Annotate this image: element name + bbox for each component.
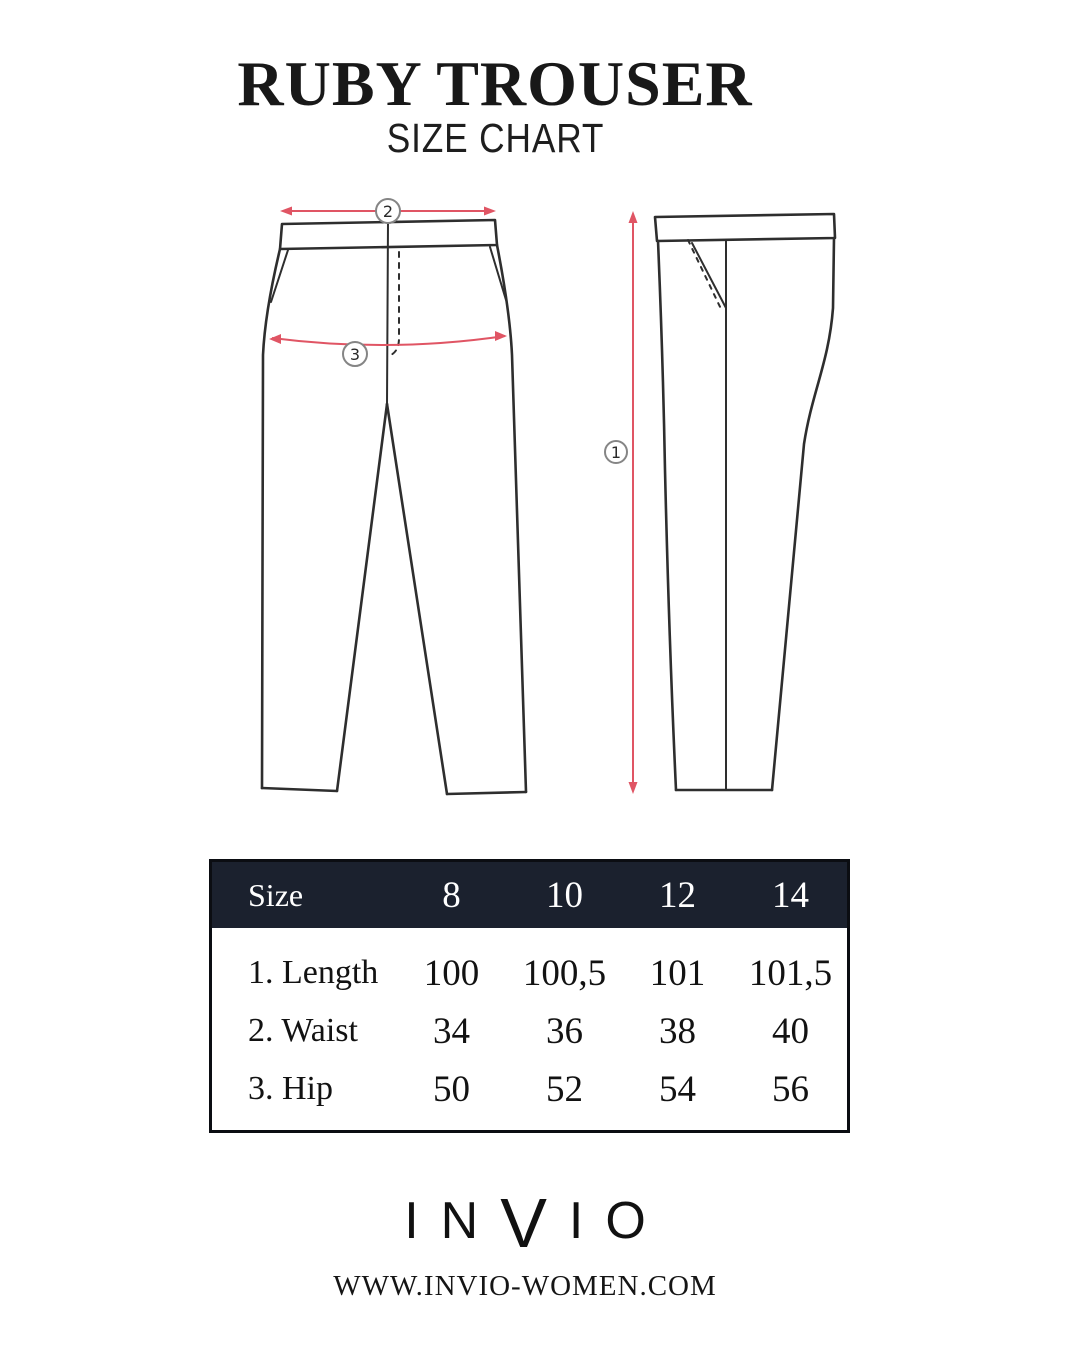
size-column-14: 14 — [772, 874, 809, 916]
size-header-label: Size — [248, 876, 304, 913]
brand-letter-v: V — [500, 1184, 547, 1262]
row-label: 2. Waist — [248, 1012, 358, 1049]
cell-value: 40 — [772, 1010, 809, 1052]
hip-arrow-line — [272, 336, 505, 345]
arrow-down-icon — [629, 782, 638, 794]
table-row-hip — [212, 1060, 847, 1118]
table-row-waist — [212, 1002, 847, 1060]
marker-hip-number: 3 — [349, 345, 361, 364]
footer — [0, 1186, 1050, 1303]
cell-value: 34 — [433, 1010, 470, 1052]
side-pocket-stitch — [688, 240, 722, 311]
front-left-hem — [262, 788, 337, 791]
arrow-right-icon — [495, 331, 507, 341]
cell-value: 100,5 — [522, 952, 607, 994]
table-row-length — [212, 944, 847, 1002]
front-left-outer — [262, 249, 280, 788]
front-left-inner — [337, 404, 387, 791]
side-front-edge — [658, 241, 676, 790]
row-label: 1. Length — [248, 954, 379, 991]
size-column-12: 12 — [659, 874, 696, 916]
marker-length-number: 1 — [610, 443, 622, 462]
front-right-hem — [447, 792, 526, 794]
brand-letter: I — [404, 1192, 419, 1250]
website-url: WWW.INVIO-WOMEN.COM — [333, 1270, 717, 1302]
page-title: RUBY TROUSER — [237, 48, 753, 119]
size-column-10: 10 — [546, 874, 583, 916]
size-column-8: 8 — [442, 874, 461, 916]
front-center-seam — [387, 222, 388, 404]
row-label: 3. Hip — [248, 1070, 333, 1107]
front-right-inner — [387, 404, 447, 794]
page-subtitle: SIZE CHART — [386, 115, 604, 161]
front-right-outer — [497, 245, 526, 792]
cell-value: 38 — [659, 1010, 696, 1052]
size-table-header-row — [212, 862, 847, 928]
arrow-left-icon — [280, 207, 292, 216]
cell-value: 54 — [659, 1068, 696, 1110]
front-fly-stitch — [388, 252, 399, 356]
cell-value: 100 — [423, 952, 480, 994]
cell-value: 52 — [546, 1068, 583, 1110]
cell-value: 56 — [772, 1068, 809, 1110]
arrow-right-icon — [484, 207, 496, 216]
brand-logo — [0, 1186, 1050, 1262]
cell-value: 36 — [546, 1010, 583, 1052]
side-waistband — [655, 214, 835, 241]
size-table-body — [212, 928, 847, 1118]
side-back-edge — [772, 238, 834, 790]
brand-letter: I — [568, 1192, 584, 1250]
arrow-up-icon — [629, 211, 638, 223]
arrow-left-icon — [269, 334, 281, 344]
length-measure-arrow — [605, 211, 638, 794]
cell-value: 101,5 — [748, 952, 833, 994]
cell-value: 101 — [649, 952, 706, 994]
trouser-front-view — [262, 220, 526, 794]
trouser-side-view — [655, 214, 835, 790]
side-pocket — [692, 243, 726, 308]
marker-waist-number: 2 — [382, 202, 394, 221]
cell-value: 50 — [433, 1068, 470, 1110]
size-table — [209, 859, 850, 1133]
brand-letter: N — [440, 1192, 479, 1250]
brand-letter: O — [605, 1192, 646, 1250]
